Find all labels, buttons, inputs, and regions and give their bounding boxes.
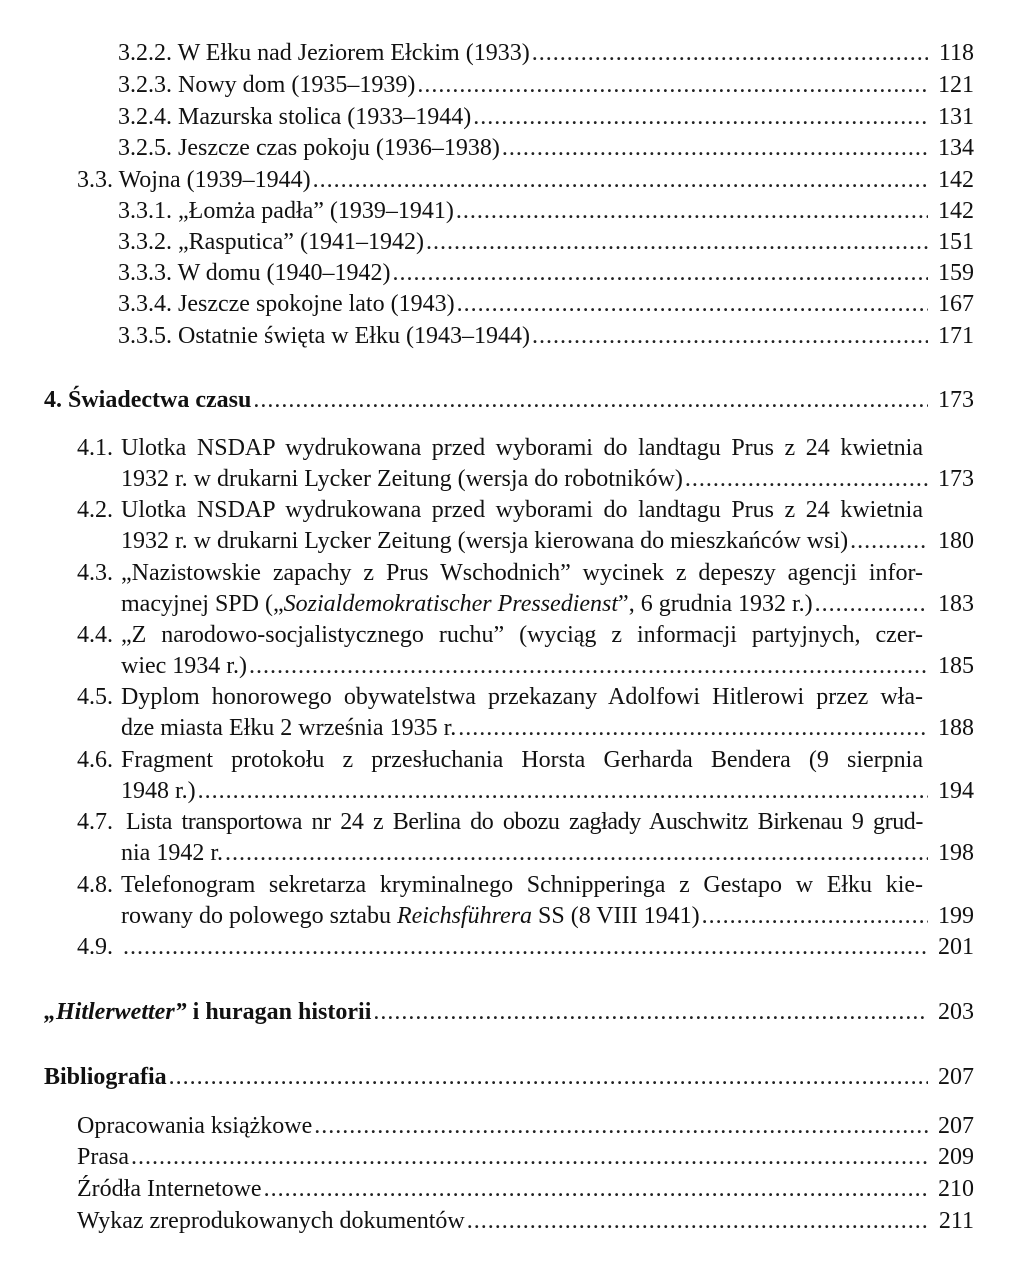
toc-label-italic: Reichsführera [396, 903, 533, 929]
toc-page-number: 118 [938, 40, 974, 66]
toc-page-number: 183 [938, 591, 974, 617]
toc-entry-3-3-5 [0, 321, 1018, 352]
toc-label-part: SS (8 VIII 1941) [532, 903, 700, 929]
toc-entry-bib-4 [0, 1206, 1018, 1237]
toc-page-number: 194 [938, 778, 974, 804]
leader-dots [473, 102, 928, 133]
toc-label-line2 [121, 589, 813, 620]
leader-dots [532, 38, 928, 69]
toc-label: 3.2.2. W Ełku nad Jeziorem Ełckim (1933) [118, 40, 530, 66]
toc-label-line1: Telefonogram sekretarza kryminalnego Schnipperinga z Gestapo w Ełku kie- [121, 872, 923, 898]
toc-label-line1: Fragment protokołu z przesłuchania Horsta Gerharda Bendera (9 sierpnia [121, 747, 923, 773]
toc-page-number: 173 [938, 387, 974, 413]
leader-dots [458, 713, 928, 744]
toc-label: Wykaz zreprodukowanych dokumentów [77, 1208, 465, 1234]
toc-label-line1: „Z narodowo-socjalistycznego ruchu” (wyciąg z informacji partyjnych, czer- [121, 622, 923, 648]
toc-label: Prasa [77, 1144, 129, 1170]
leader-dots [131, 1142, 928, 1173]
toc-page-number: 121 [938, 72, 974, 98]
toc-label-line2: 1932 r. w drukarni Lycker Zeitung (wersja do robotników) [121, 466, 683, 492]
toc-page-number: 210 [938, 1176, 974, 1202]
toc-label-line2: nia 1942 r. [121, 840, 223, 866]
toc-page-number: 207 [938, 1113, 974, 1139]
toc-label: 3.3.1. „Łomża padła” (1939–1941) [118, 198, 454, 224]
toc-entry-number: 4.9. [77, 934, 113, 960]
toc-entry-bib-3 [0, 1174, 1018, 1205]
toc-page-number: 180 [938, 528, 974, 554]
leader-dots [123, 932, 928, 963]
toc-entry-number: 4.5. [77, 684, 113, 710]
toc-entry-3-3-3 [0, 258, 1018, 289]
toc-entry-bib-1 [0, 1111, 1018, 1142]
toc-page-number: 211 [938, 1208, 974, 1234]
toc-chapter-hitlerwetter [0, 997, 1018, 1028]
toc-label-line1: Lista transportowa nr 24 z Berlina do obozu zagłady Auschwitz Birkenau 9 grud- [126, 809, 923, 835]
toc-label: 3.3.3. W domu (1940–1942) [118, 260, 391, 286]
toc-label: 3.2.4. Mazurska stolica (1933–1944) [118, 104, 472, 130]
toc-label: 3.2.3. Nowy dom (1935–1939) [118, 72, 416, 98]
toc-page-number: 203 [938, 999, 974, 1025]
toc-chapter-4 [0, 385, 1018, 416]
toc-chapter-label [44, 997, 371, 1028]
leader-dots [225, 838, 928, 869]
toc-entry-number: 4.1. [77, 435, 113, 461]
toc-label-line1: Ulotka NSDAP wydrukowana przed wyborami do landtagu Prus z 24 kwietnia [121, 497, 923, 523]
leader-dots [417, 70, 928, 101]
toc-label-line1: Dyplom honorowego obywatelstwa przekazany Adolfowi Hitlerowi przez wła- [121, 684, 923, 710]
toc-label: 3.3.2. „Rasputica” (1941–1942) [118, 229, 424, 255]
toc-page-number: 201 [938, 934, 974, 960]
toc-label-part: i huragan historii [186, 999, 372, 1025]
toc-page-number: 167 [938, 291, 974, 317]
leader-dots [169, 1062, 928, 1093]
leader-dots [685, 464, 928, 495]
leader-dots [457, 289, 928, 320]
toc-page-number: 134 [938, 135, 974, 161]
toc-entry-3-2-2 [0, 38, 1018, 69]
leader-dots [264, 1174, 928, 1205]
toc-entry-3-3-1 [0, 196, 1018, 227]
leader-dots [392, 258, 928, 289]
toc-entry-number: 4.7. [77, 809, 113, 835]
toc-page-number: 159 [938, 260, 974, 286]
toc-label-part: macyjnej SPD („ [121, 591, 284, 617]
toc-entry-3-2-5 [0, 133, 1018, 164]
toc-entry-number: 4.6. [77, 747, 113, 773]
toc-label-line2: 1948 r.) [121, 778, 196, 804]
toc-label: 3.3.4. Jeszcze spokojne lato (1943) [118, 291, 455, 317]
toc-page-number: 207 [938, 1064, 974, 1090]
toc-label-italic: „Hitlerwetter” [44, 999, 187, 1025]
toc-label-line2: wiec 1934 r.) [121, 653, 247, 679]
toc-page-number: 198 [938, 840, 974, 866]
toc-chapter-label: 4. Świadectwa czasu [44, 387, 252, 413]
toc-page-number: 131 [938, 104, 974, 130]
leader-dots [532, 321, 928, 352]
toc-label-line1: Ulotka NSDAP wydrukowana przed wyborami do landtagu Prus z 24 kwietnia [121, 435, 923, 461]
leader-dots [253, 385, 928, 416]
toc-label: Źródła Internetowe [77, 1176, 262, 1202]
toc-entry-3-2-4 [0, 102, 1018, 133]
toc-entry-number: 4.2. [77, 497, 113, 523]
toc-entry-3-2-3 [0, 70, 1018, 101]
toc-page-number: 171 [938, 323, 974, 349]
toc-label: 3.2.5. Jeszcze czas pokoju (1936–1938) [118, 135, 500, 161]
toc-page-number: 142 [938, 198, 974, 224]
leader-dots [314, 1111, 928, 1142]
toc-page-number: 142 [938, 167, 974, 193]
toc-label-line2: 1932 r. w drukarni Lycker Zeitung (wersja kierowana do mieszkańców wsi) [121, 528, 849, 554]
toc-entry-3-3-4 [0, 289, 1018, 320]
leader-dots [467, 1206, 928, 1237]
toc-page-number: 199 [938, 903, 974, 929]
toc-label-part: ”, 6 grudnia 1932 r.) [618, 591, 813, 617]
toc-label-italic: Sozialdemokratischer Pressedienst [283, 591, 619, 617]
toc-entry-number: 4.3. [77, 560, 113, 586]
leader-dots [313, 165, 928, 196]
leader-dots [502, 133, 928, 164]
toc-page-number: 188 [938, 715, 974, 741]
toc-label: Opracowania książkowe [77, 1113, 313, 1139]
toc-entry-4-9 [0, 932, 1018, 963]
leader-dots [850, 526, 928, 557]
leader-dots [815, 589, 928, 620]
toc-label: 3.3. Wojna (1939–1944) [77, 167, 311, 193]
leader-dots [426, 227, 928, 258]
leader-dots [249, 651, 928, 682]
toc-label-part: rowany do polowego sztabu [121, 903, 397, 929]
toc-entry-3-3 [0, 165, 1018, 196]
toc-page-number: 185 [938, 653, 974, 679]
leader-dots [198, 776, 928, 807]
toc-label-line2: dze miasta Ełku 2 września 1935 r. [121, 715, 457, 741]
toc-entry-number: 4.4. [77, 622, 113, 648]
toc-entry-3-3-2 [0, 227, 1018, 258]
leader-dots [702, 901, 928, 932]
toc-chapter-bibliografia [0, 1062, 1018, 1093]
toc-label-line1: „Nazistowskie zapachy z Prus Wschodnich” wycinek z depeszy agencji infor- [121, 560, 923, 586]
toc-label-line2 [121, 901, 700, 932]
toc-chapter-label: Bibliografia [44, 1064, 167, 1090]
toc-entry-bib-2 [0, 1142, 1018, 1173]
toc-page-number: 209 [938, 1144, 974, 1170]
leader-dots [456, 196, 928, 227]
toc-entry-number: 4.8. [77, 872, 113, 898]
toc-label: 3.3.5. Ostatnie święta w Ełku (1943–1944) [118, 323, 530, 349]
toc-page-number: 151 [938, 229, 974, 255]
toc-page-number: 173 [938, 466, 974, 492]
leader-dots [373, 997, 928, 1028]
